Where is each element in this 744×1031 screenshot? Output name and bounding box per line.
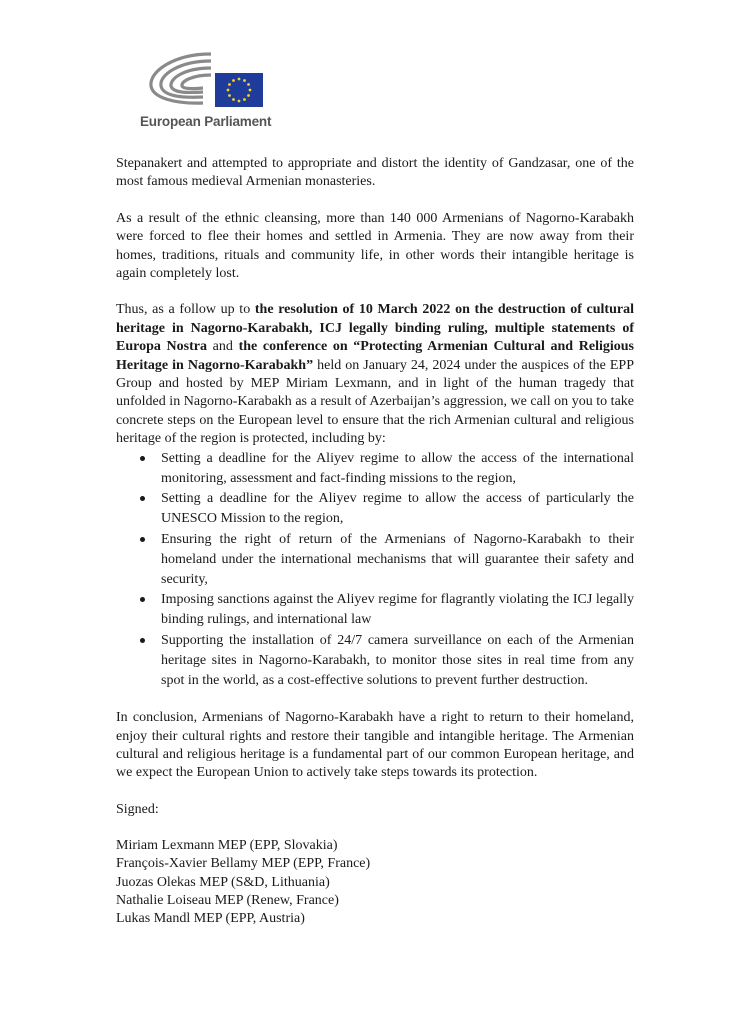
list-item: Supporting the installation of 24/7 camera surveillance on each of the Armenian heritage sites in Nagorno-Karabakh, to monitor those sites in real time from any spot in the world, as a cost-effective solutions to prevent further destruction.: [116, 631, 634, 692]
eu-star: [227, 89, 230, 92]
signer: Nathalie Loiseau MEP (Renew, France): [116, 892, 339, 908]
list-item: Setting a deadline for the Aliyev regime to allow the access of particularly the UNESCO Mission to the region,: [116, 489, 634, 529]
eu-star: [228, 94, 231, 97]
signer: Lukas Mandl MEP (EPP, Austria): [116, 910, 305, 926]
signer: François-Xavier Bellamy MEP (EPP, France): [116, 856, 371, 872]
paragraph-1: Stepanakert and attempted to appropriate and distort the identity of Gandzasar, one of the most famous medieval Armenian monasteries.: [116, 156, 634, 190]
european-parliament-logo: [140, 46, 270, 136]
eu-star: [238, 78, 241, 81]
bullet-icon: [140, 456, 145, 461]
resolution-reference: the resolution of 10 March 2022 on the destruction of cultural heritage in Nagorno-Karabakh, ICJ legally binding ruling, multiple statements of Europa Nostra: [116, 302, 634, 355]
eu-star: [247, 94, 250, 97]
eu-star: [232, 98, 235, 101]
eu-star: [243, 79, 246, 82]
eu-star: [247, 83, 250, 86]
logo-text: European Parliament: [140, 114, 272, 129]
hemicycle-icon: [145, 46, 267, 110]
signed-label: Signed:: [116, 801, 159, 817]
list-item: Setting a deadline for the Aliyev regime to allow the access of the international monitoring, assessment and fact-finding missions to the region,: [116, 449, 634, 489]
paragraph-2: As a result of the ethnic cleansing, more than 140 000 Armenians of Nagorno-Karabakh were forced to flee their homes and settled in Armenia. They are now away from their homes, traditions, rituals and community life, in other words their intangible heritage is again completely lost.: [116, 210, 634, 282]
signer: Juozas Olekas MEP (S&D, Lithuania): [116, 874, 330, 890]
bullet-icon: [140, 597, 145, 602]
list-item: Ensuring the right of return of the Armenians of Nagorno-Karabakh to their homeland under the international mechanisms that will guarantee their safety and security,: [116, 530, 634, 591]
eu-star: [232, 79, 235, 82]
signers-list: [116, 837, 634, 928]
bullet-icon: [140, 638, 145, 643]
paragraph-3: Thus, as a follow up to the resolution of 10 March 2022 on the destruction of cultural heritage in Nagorno-Karabakh, ICJ legally binding ruling, multiple statements of Europa Nostra and the conference on “Protecting Armenian Cultural and Religious Heritage in Nagorno-Karabakh” held on January 24, 2024 under the auspices of the EPP Group and hosted by MEP Miriam Lexmann, and in light of the human tragedy that unfolded in Nagorno-Karabakh as a result of Azerbaijan’s aggression, we call on you to take concrete steps on the European level to ensure that the rich Armenian cultural and religious heritage of the region is protected, including by:: [116, 302, 634, 447]
demands-list: [116, 449, 634, 691]
eu-star: [249, 89, 252, 92]
list-item: Imposing sanctions against the Aliyev regime for flagrantly violating the ICJ legally binding rulings, and international law: [116, 590, 634, 630]
letter-body: [116, 155, 634, 928]
bullet-icon: [140, 496, 145, 501]
bullet-icon: [140, 537, 145, 542]
signer: Miriam Lexmann MEP (EPP, Slovakia): [116, 838, 338, 854]
eu-star: [238, 100, 241, 103]
conference-reference: the conference on “Protecting Armenian Cultural and Religious Heritage in Nagorno-Karabakh”: [116, 339, 634, 373]
paragraph-conclusion: In conclusion, Armenians of Nagorno-Karabakh have a right to return to their homeland, enjoy their cultural rights and restore their tangible and intangible heritage. The Armenian cultural and religious heritage is a fundamental part of our common European heritage, and we expect the European Union to actively take steps towards its protection.: [116, 710, 634, 781]
eu-star: [228, 83, 231, 86]
eu-star: [243, 98, 246, 101]
